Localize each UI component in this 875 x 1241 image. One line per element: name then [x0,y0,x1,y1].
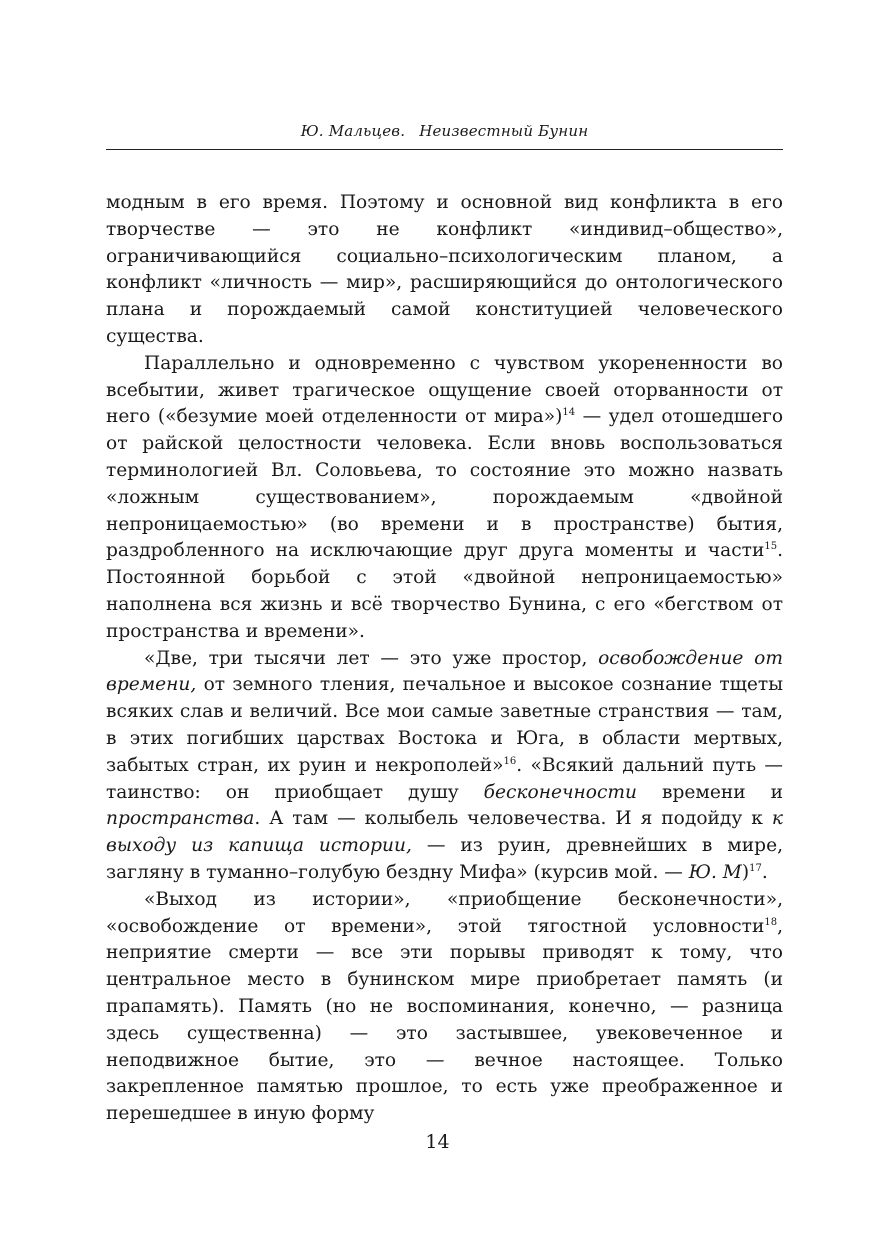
page-number: 14 [425,1131,450,1153]
paragraph-text: . «Всякий дальний путь — таинство: он приобщает душу [106,754,783,803]
paragraph-3 [106,646,783,887]
paragraph-1 [106,190,783,351]
paragraph-text: ) [741,861,750,883]
paragraph-text: Параллельно и одновременно с чувством укорененности во всебытии, живет трагическое ощущение своей оторванности от него («безумие моей отделенности от мира») [106,352,783,428]
paragraph-text: — из руин, древнейших в мире, загляну в туманно–голубую бездну Мифа» (курсив мой. — [106,835,783,883]
footnote-ref: 18 [764,916,778,928]
italic-text: освобождение от времени, [106,647,783,696]
footnote-ref: 15 [764,541,778,553]
paragraph-text: модным в его время. Поэтому и основной вид конфликта в его творчестве — это не конфликт «индивид–общество», ограничивающийся социально–психологическим планом, а конфликт «личность — мир», расширяющийся до онтологического плана и порождаемый самой конституцией человеческого существа. [106,192,783,347]
paragraph-text: . А там — колыбель человечества. И я подойду к [254,808,772,830]
paragraph-text: . Постоянной борьбой с этой «двойной непроницаемостью» наполнена вся жизнь и всё творчество Бунина, с его «бегством от пространства и времени». [106,540,783,642]
paragraph-text: — удел отошедшего от райской целостности человека. Если вновь воспользоваться терминологией Вл. Соловьева, то состояние это можно назвать «ложным существованием», порождаемым «двойной непроницаемостью» (во времени и в пространстве) бытия, раздробленного на исключающие друг друга моменты и части [106,406,784,562]
footnote-ref: 14 [562,407,576,419]
paragraph-text: от земного тления, печальное и высокое сознание тщеты всяких слав и величий. Все мои самые заветные странствия — там, в этих погибших царствах Востока и Юга, в области мертвых, забытых стран, их руин и некрополей» [106,674,783,776]
page-body [106,190,783,1128]
paragraph-2 [106,351,783,646]
paragraph-text: , неприятие смерти — все эти порывы приводят к тому, что центральное место в бунинском мире приобретает память (и прапамять). Память (но не воспоминания, конечно, — разница здесь существенна) — это застывшее, увековеченное и неподвижное бытие, это — вечное настоящее. Только закрепленное памятью прошлое, то есть уже преображенное и перешедшее в иную форму [106,915,783,1125]
header-rule [106,149,783,150]
footnote-ref: 16 [503,755,517,767]
paragraph-text: «Две, три тысячи лет — это уже простор, [144,647,599,669]
paragraph-text: «Выход из истории», «приобщение бесконечности», «освобождение от времени», этой тягостной условности [106,888,783,937]
italic-text: бесконечности [483,781,638,803]
italic-text: Ю. М [688,861,742,883]
footnote-ref: 17 [749,862,762,874]
header-book-title: Неизвестный Бунин [419,122,589,140]
paragraph-text: времени и [637,781,783,803]
header-author: Ю. Мальцев. [300,122,406,140]
running-header [106,122,783,140]
italic-text: пространства [106,808,255,830]
italic-text: к выходу из капища истории, [106,808,783,857]
paragraph-4 [106,887,783,1128]
paragraph-text: . [761,861,768,883]
